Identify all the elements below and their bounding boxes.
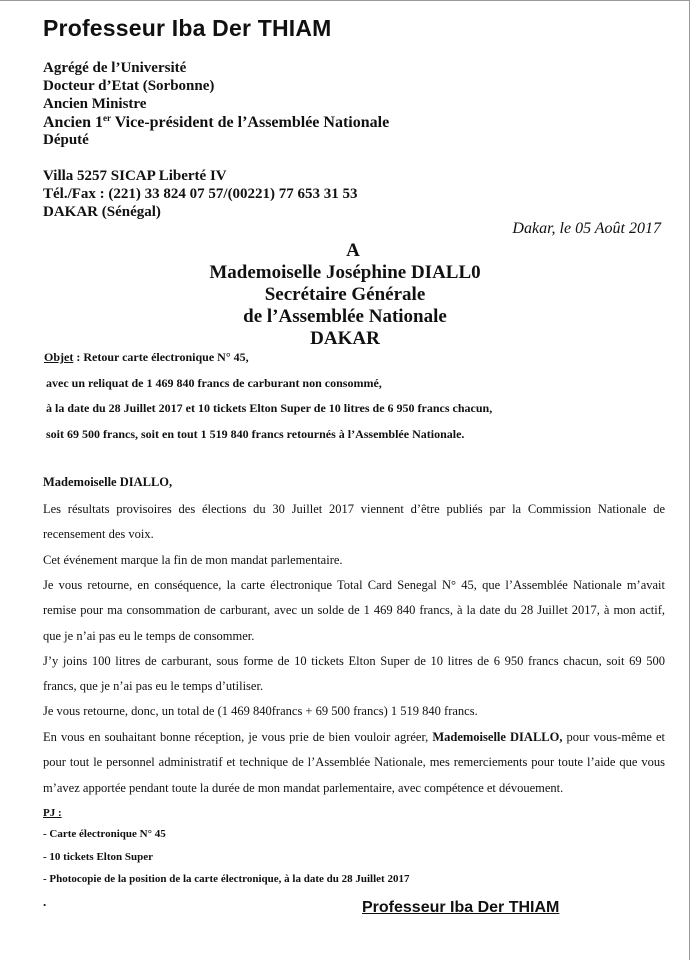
credential-ministre: Ancien Ministre: [43, 96, 147, 112]
objet-line-1: Objet : Retour carte électronique N° 45,: [44, 350, 249, 364]
address-villa: Villa 5257 SICAP Liberté IV: [43, 168, 227, 184]
credential-depute: Député: [43, 132, 89, 148]
paragraph-line: m’avez apportée pendant toute la durée de mon mandat parlementaire, avec compétence et dévouement.: [43, 780, 564, 795]
address-phone: Tél./Fax : (221) 33 824 07 57/(00221) 77 653 31 53: [43, 186, 358, 202]
pj-label: PJ :: [43, 807, 62, 819]
paragraph-1: [43, 497, 665, 548]
pj-trailing-dot: .: [43, 894, 47, 909]
paragraph-2: [43, 548, 665, 573]
objet-line-2: avec un reliquat de 1 469 840 francs de carburant non consommé,: [46, 376, 382, 390]
pj-item-tickets: - 10 tickets Elton Super: [43, 851, 153, 863]
recipient-city: DAKAR: [310, 328, 380, 349]
pj-item-carte: - Carte électronique N° 45: [43, 828, 166, 840]
paragraph-line: pour tout le personnel administratif et technique de l’Assemblée Nationale, mes remerciements pour toute l’aide que vous: [43, 755, 665, 770]
recipient-a: A: [346, 240, 360, 261]
recipient-institution: de l’Assemblée Nationale: [243, 306, 447, 327]
sender-name: Professeur Iba Der THIAM: [43, 15, 332, 41]
pj-item-photocopie: - Photocopie de la position de la carte électronique, à la date du 28 Juillet 2017: [43, 873, 410, 885]
signature: Professeur Iba Der THIAM: [362, 899, 560, 916]
credential-docteur: Docteur d’Etat (Sorbonne): [43, 78, 215, 94]
paragraph-line: francs, que je n’ai pas eu le temps d’utiliser.: [43, 679, 264, 694]
paragraph-line: Les résultats provisoires des élections du 30 Juillet 2017 viennent d’être publiés par la Commission Nationale de: [43, 502, 665, 516]
paragraph-5: [43, 699, 665, 724]
address-city: DAKAR (Sénégal): [43, 204, 161, 220]
credential-agrege: Agrégé de l’Université: [43, 60, 187, 76]
credential-vice-president: Ancien 1er Vice-président de l’Assemblée Nationale: [43, 113, 390, 131]
recipient-name: Mademoiselle Joséphine DIALL0: [209, 262, 481, 283]
paragraph-line: Je vous retourne, donc, un total de (1 469 840francs + 69 500 francs) 1 519 840 francs.: [43, 704, 478, 718]
paragraph-line: En vous en souhaitant bonne réception, je vous prie de bien vouloir agréer, Mademoiselle DIALLO, pour vous-même et: [43, 730, 665, 744]
paragraph-3: [43, 573, 665, 649]
paragraph-6: [43, 725, 665, 801]
paragraph-line: Je vous retourne, en conséquence, la carte électronique Total Card Senegal N° 45, que l’Assemblée Nationale m’avait: [43, 578, 665, 592]
greeting: Mademoiselle DIALLO,: [43, 475, 173, 489]
paragraph-4: [43, 649, 665, 700]
paragraph-line: recensement des voix.: [43, 527, 154, 542]
objet-line-4: soit 69 500 francs, soit en tout 1 519 840 francs retournés à l’Assemblée Nationale.: [46, 427, 465, 441]
paragraph-line: remise pour ma consommation de carburant, avec un solde de 1 469 840 francs, à la date du 28 Juillet 2017, à mon actif,: [43, 603, 665, 618]
letter-date: Dakar, le 05 Août 2017: [512, 220, 661, 237]
closing-addressee: Mademoiselle DIALLO,: [432, 730, 563, 744]
paragraph-line: J’y joins 100 litres de carburant, sous forme de 10 tickets Elton Super de 10 litres de 6 950 francs chacun, soit 69 500: [43, 654, 665, 668]
paragraph-line: Cet événement marque la fin de mon mandat parlementaire.: [43, 553, 343, 567]
objet-line-3: à la date du 28 Juillet 2017 et 10 tickets Elton Super de 10 litres de 6 950 francs chacun,: [46, 401, 493, 415]
recipient-title: Secrétaire Générale: [264, 284, 426, 305]
paragraph-line: que je n’ai pas eu le temps de consommer.: [43, 628, 255, 643]
